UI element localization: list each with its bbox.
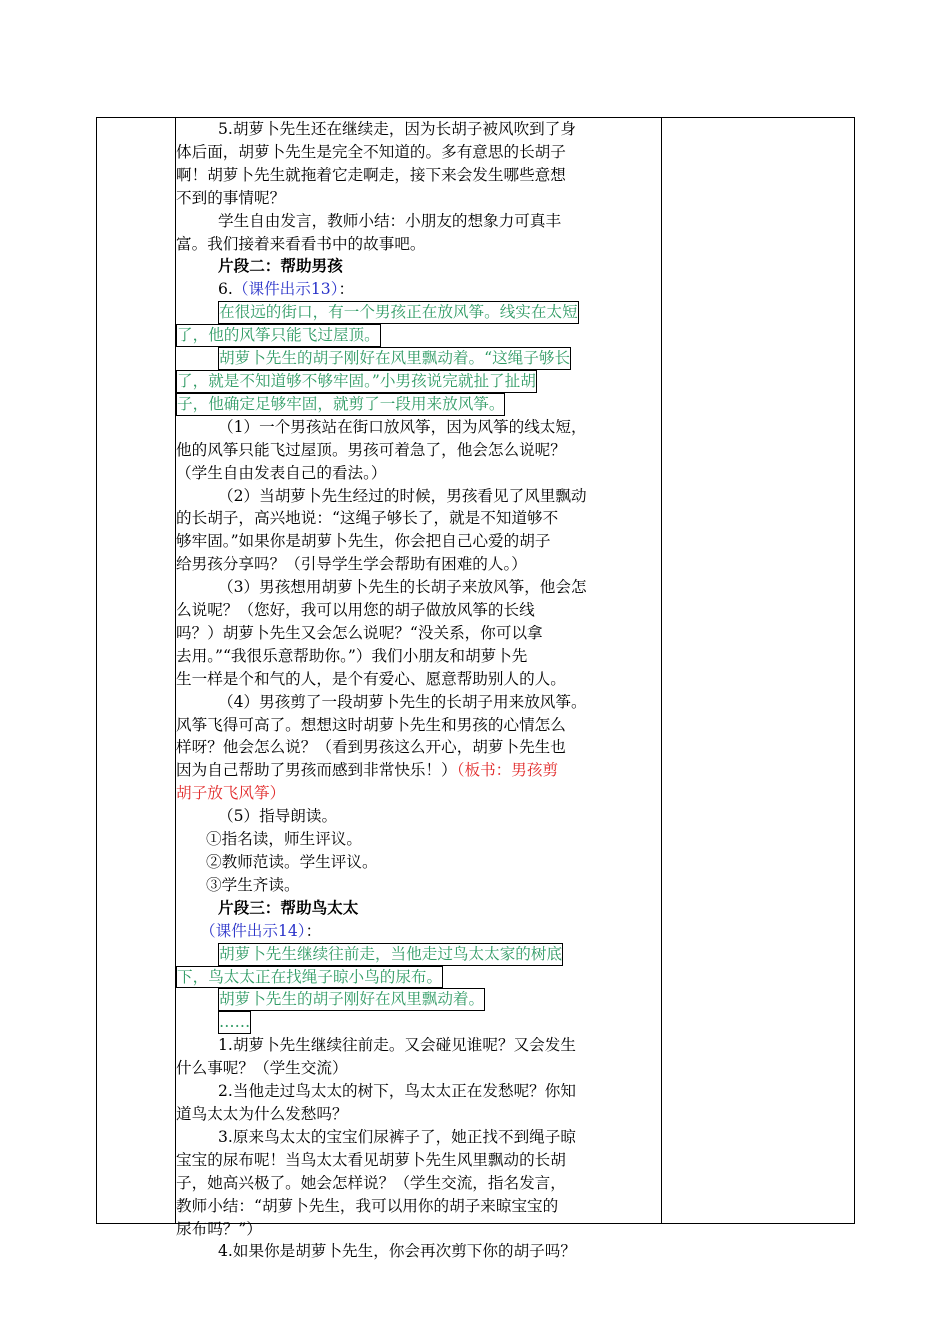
quote-line — [176, 324, 663, 347]
section3-courseware — [176, 920, 663, 943]
quote-box-kite-2 — [176, 347, 663, 416]
paragraph-line-mixed — [176, 759, 663, 782]
intro-paragraphs — [176, 118, 663, 255]
blackboard-note-continued: 胡子放飞风筝） — [176, 784, 286, 803]
section2-courseware — [176, 278, 663, 301]
quote-box-ellipsis — [176, 1011, 663, 1034]
text-span: 因为自己帮助了男孩而感到非常快乐！） — [176, 761, 457, 780]
quote-text: 胡萝卜先生继续往前走，当他走过鸟太太家的树底 — [218, 943, 563, 966]
paragraph-line: 尿布吗？”） — [176, 1219, 262, 1238]
paragraph-line: 的长胡子，高兴地说：“这绳子够长了，就是不知道够不 — [176, 509, 559, 528]
quote-text: …… — [218, 1011, 251, 1034]
paragraph-line: 3.原来鸟太太的宝宝们尿裤子了，她正找不到绳子晾 — [218, 1127, 576, 1146]
paragraph-line: ③学生齐读。 — [206, 875, 300, 894]
paragraph-line: 体后面，胡萝卜先生是完全不知道的。多有意思的长胡子 — [176, 142, 566, 161]
paragraph-line: 学生自由发言，教师小结：小朋友的想象力可真丰 — [218, 211, 562, 230]
quote-box-bird-2 — [176, 988, 663, 1011]
quote-text: 了，他的风筝只能飞过屋顶。 — [176, 324, 381, 347]
paragraph-line: （3）男孩想用胡萝卜先生的长胡子来放风筝，他会怎 — [218, 578, 587, 597]
blackboard-note: （板书：男孩剪 — [456, 761, 559, 780]
paragraph-line: （4）男孩剪了一段胡萝卜先生的长胡子用来放风筝。 — [218, 692, 587, 711]
paragraph-line: （学生自由发表自己的看法。） — [176, 463, 387, 482]
paragraph-line: 1.胡萝卜先生继续往前走。又会碰见谁呢？又会发生 — [218, 1036, 576, 1055]
paragraph-line: 够牢固。”如果你是胡萝卜先生，你会把自己心爱的胡子 — [176, 532, 551, 551]
quote-text: 子，他确定足够牢固，就剪了一段用来放风筝。 — [176, 393, 505, 416]
courseware-colon: ： — [305, 921, 322, 940]
courseware-label-13: （课件出示13） — [232, 280, 339, 299]
paragraph-line: （1）一个男孩站在街口放风筝，因为风筝的线太短， — [218, 417, 587, 436]
quote-box-bird-1 — [176, 943, 663, 989]
quote-text: 下，鸟太太正在找绳子晾小鸟的尿布。 — [176, 966, 443, 989]
paragraph-line: 宝宝的尿布呢！当鸟太太看见胡萝卜先生风里飘动的长胡 — [176, 1150, 566, 1169]
paragraph-line: 风筝飞得可高了。想想这时胡萝卜先生和男孩的心情怎么 — [176, 715, 566, 734]
paragraph-line: ②教师范读。学生评议。 — [206, 853, 378, 871]
paragraph-line: 啊！胡萝卜先生就拖着它走啊走，接下来会发生哪些意想 — [176, 165, 566, 184]
paragraph-line: 吗？）胡萝卜先生又会怎么说呢？“没关系，你可以拿 — [176, 623, 543, 642]
quote-line — [176, 966, 663, 989]
quote-text: 胡萝卜先生的胡子刚好在风里飘动着。“这绳子够长 — [218, 347, 571, 370]
section3-paragraphs — [176, 1034, 663, 1263]
paragraph-line: 他的风筝只能飞过屋顶。男孩可着急了，他会怎么说呢？ — [176, 440, 566, 459]
paragraph-line: 2.当他走过鸟太太的树下，鸟太太正在发愁呢？你知 — [218, 1082, 576, 1101]
section3-heading: 片段三：帮助鸟太太 — [218, 897, 359, 917]
courseware-colon: ： — [338, 280, 355, 299]
quote-box-kite-1 — [176, 301, 663, 347]
quote-text: 在很远的街口，有一个男孩正在放风筝。线实在太短 — [218, 301, 579, 324]
section2-heading: 片段二：帮助男孩 — [218, 256, 343, 276]
quote-line — [176, 393, 663, 416]
courseware-number: 6. — [218, 280, 233, 299]
paragraph-line: 富。我们接着来看看书中的故事吧。 — [176, 234, 426, 253]
paragraph-line: 道鸟太太为什么发愁吗？ — [176, 1104, 348, 1123]
paragraph-line: 么说呢？（您好，我可以用您的胡子做放风筝的长线 — [176, 601, 535, 620]
paragraph-line: 给男孩分享吗？（引导学生学会帮助有困难的人。） — [176, 555, 527, 574]
paragraph-line: 5.胡萝卜先生还在继续走，因为长胡子被风吹到了身 — [218, 120, 576, 138]
paragraph-line: 生一样是个和气的人，是个有爱心、愿意帮助别人的人。 — [176, 669, 566, 688]
reading-guidance — [176, 805, 663, 897]
section2-paragraphs — [176, 416, 663, 760]
quote-line — [176, 370, 663, 393]
paragraph-line: 样呀？他会怎么说？（看到男孩这么开心，胡萝卜先生也 — [176, 738, 566, 757]
paragraph-line: 子，她高兴极了。她会怎样说？（学生交流，指名发言， — [176, 1173, 566, 1192]
paragraph-line: 去用。”“我很乐意帮助你。”）我们小朋友和胡萝卜先 — [176, 646, 528, 665]
paragraph-line: （5）指导朗读。 — [218, 807, 338, 826]
quote-text: 胡萝卜先生的胡子刚好在风里飘动着。 — [218, 988, 485, 1011]
paragraph-line: 4.如果你是胡萝卜先生，你会再次剪下你的胡子吗？ — [218, 1242, 576, 1261]
courseware-label-14: （课件出示14） — [200, 921, 306, 940]
quote-line — [176, 943, 663, 966]
lesson-content — [176, 118, 663, 1263]
paragraph-line: 教师小结：“胡萝卜先生，我可以用你的胡子来晾宝宝的 — [176, 1196, 559, 1215]
paragraph-line: 不到的事情呢？ — [176, 188, 286, 207]
paragraph-line: （2）当胡萝卜先生经过的时候，男孩看见了风里飘动 — [218, 486, 587, 505]
paragraph-line: ①指名读，师生评议。 — [206, 830, 362, 849]
paragraph-line: 什么事呢？（学生交流） — [176, 1059, 348, 1078]
quote-line — [176, 347, 663, 370]
quote-text: 了，就是不知道够不够牢固。”小男孩说完就扯了扯胡 — [176, 370, 537, 393]
quote-line — [176, 301, 663, 324]
